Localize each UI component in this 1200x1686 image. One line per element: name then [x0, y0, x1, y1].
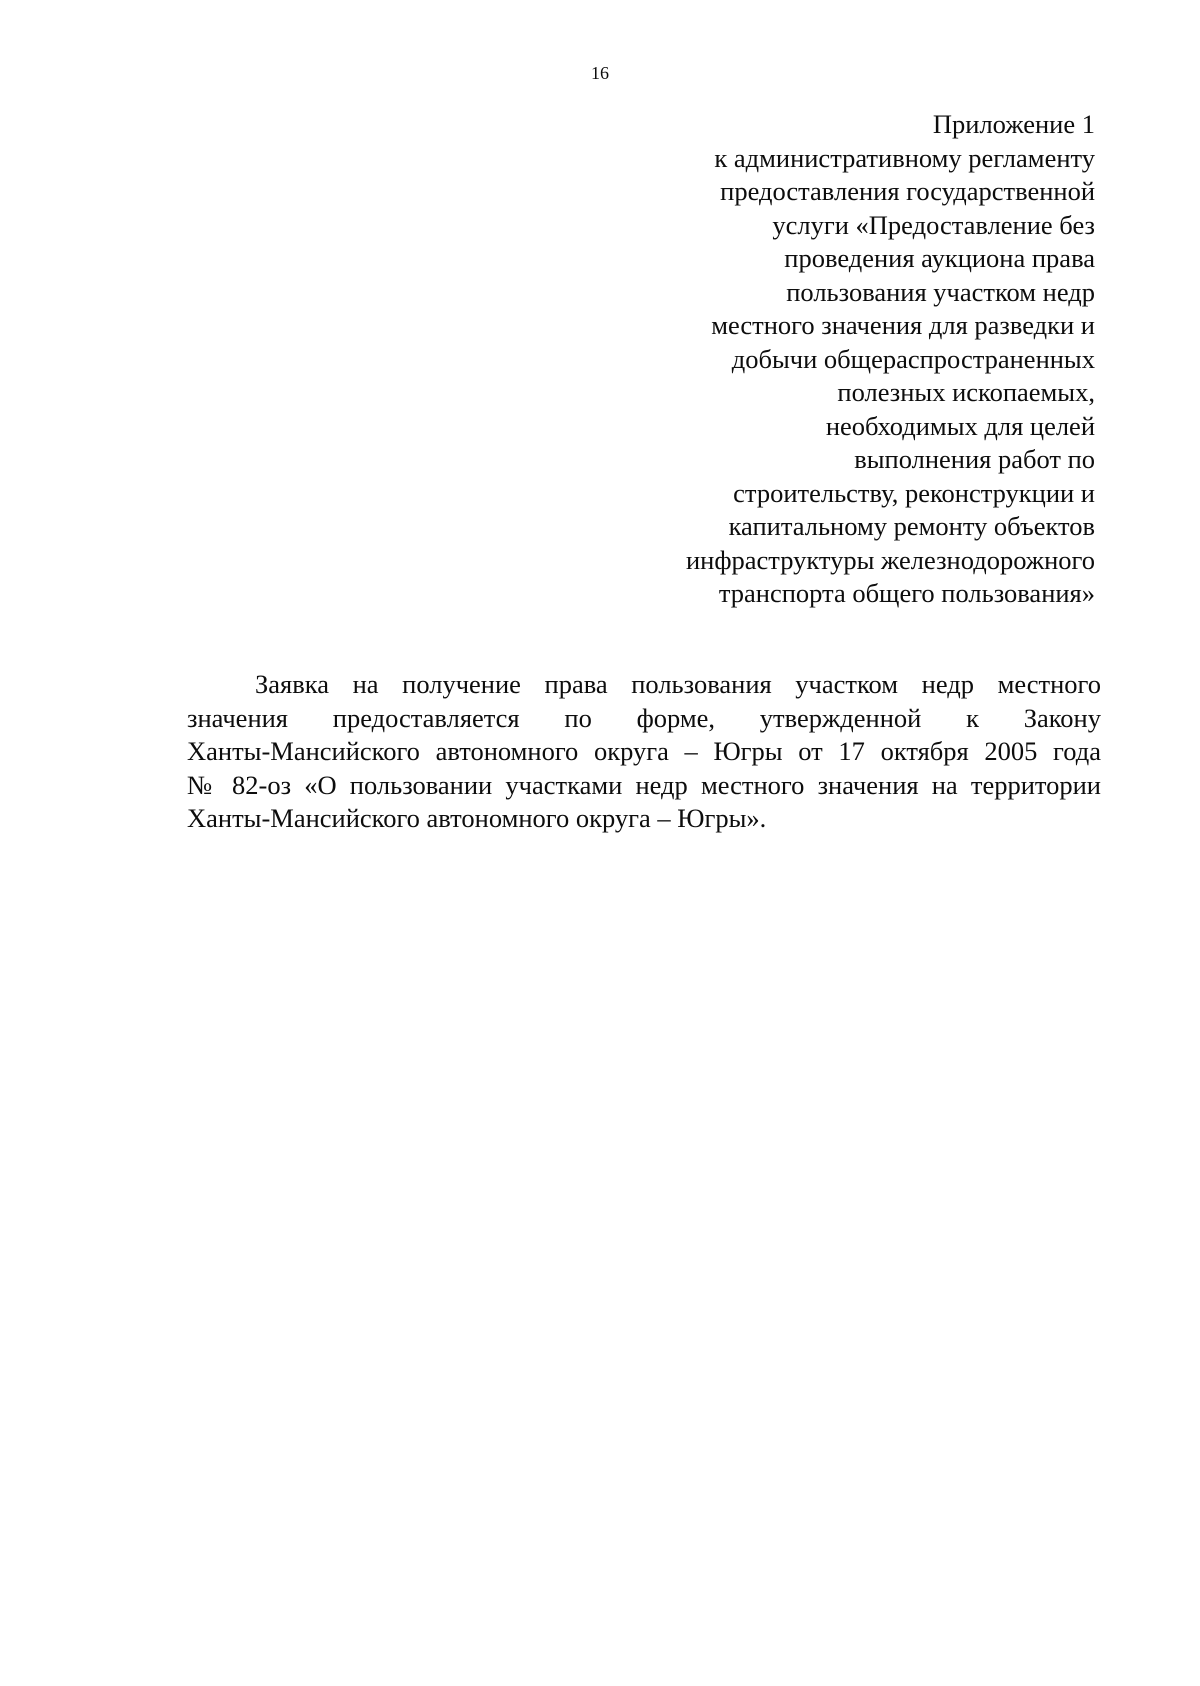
appendix-line: пользования участком недр [786, 276, 1095, 307]
page-number: 16 [591, 63, 609, 83]
appendix-line: строительству, реконструкции и [733, 477, 1095, 508]
appendix-line: добычи общераспространенных [731, 343, 1095, 374]
appendix-line: капитальному ремонту объектов [728, 511, 1095, 541]
appendix-line: транспорта общего пользования» [718, 578, 1095, 608]
paragraph-line: значения предоставляется по форме, утвержденной к Закону [187, 702, 1101, 733]
paragraph-line: Ханты-Мансийского автономного округа – Югры». [187, 803, 767, 833]
appendix-line: услуги «Предоставление без [772, 209, 1095, 240]
paragraph-line: Ханты-Мансийского автономного округа – Югры от 17 октября 2005 года [187, 736, 1101, 766]
appendix-line: к административному регламенту [714, 142, 1095, 173]
paragraph-line: Заявка на получение права пользования участком недр местного [255, 669, 1101, 699]
appendix-line: необходимых для целей [825, 410, 1095, 441]
appendix-line: местного значения для разведки и [711, 310, 1095, 340]
paragraph-line: № 82-оз «О пользовании участками недр местного значения на территории [187, 769, 1101, 800]
body-paragraph [187, 668, 1101, 836]
appendix-title: Приложение 1 [932, 109, 1095, 139]
appendix-line: инфраструктуры железнодорожного [686, 544, 1095, 575]
appendix-header [455, 108, 1095, 611]
appendix-line: выполнения работ по [854, 444, 1095, 474]
appendix-line: проведения аукциона права [784, 243, 1095, 273]
appendix-line: предоставления государственной [720, 176, 1095, 206]
appendix-line: полезных ископаемых, [837, 377, 1095, 407]
